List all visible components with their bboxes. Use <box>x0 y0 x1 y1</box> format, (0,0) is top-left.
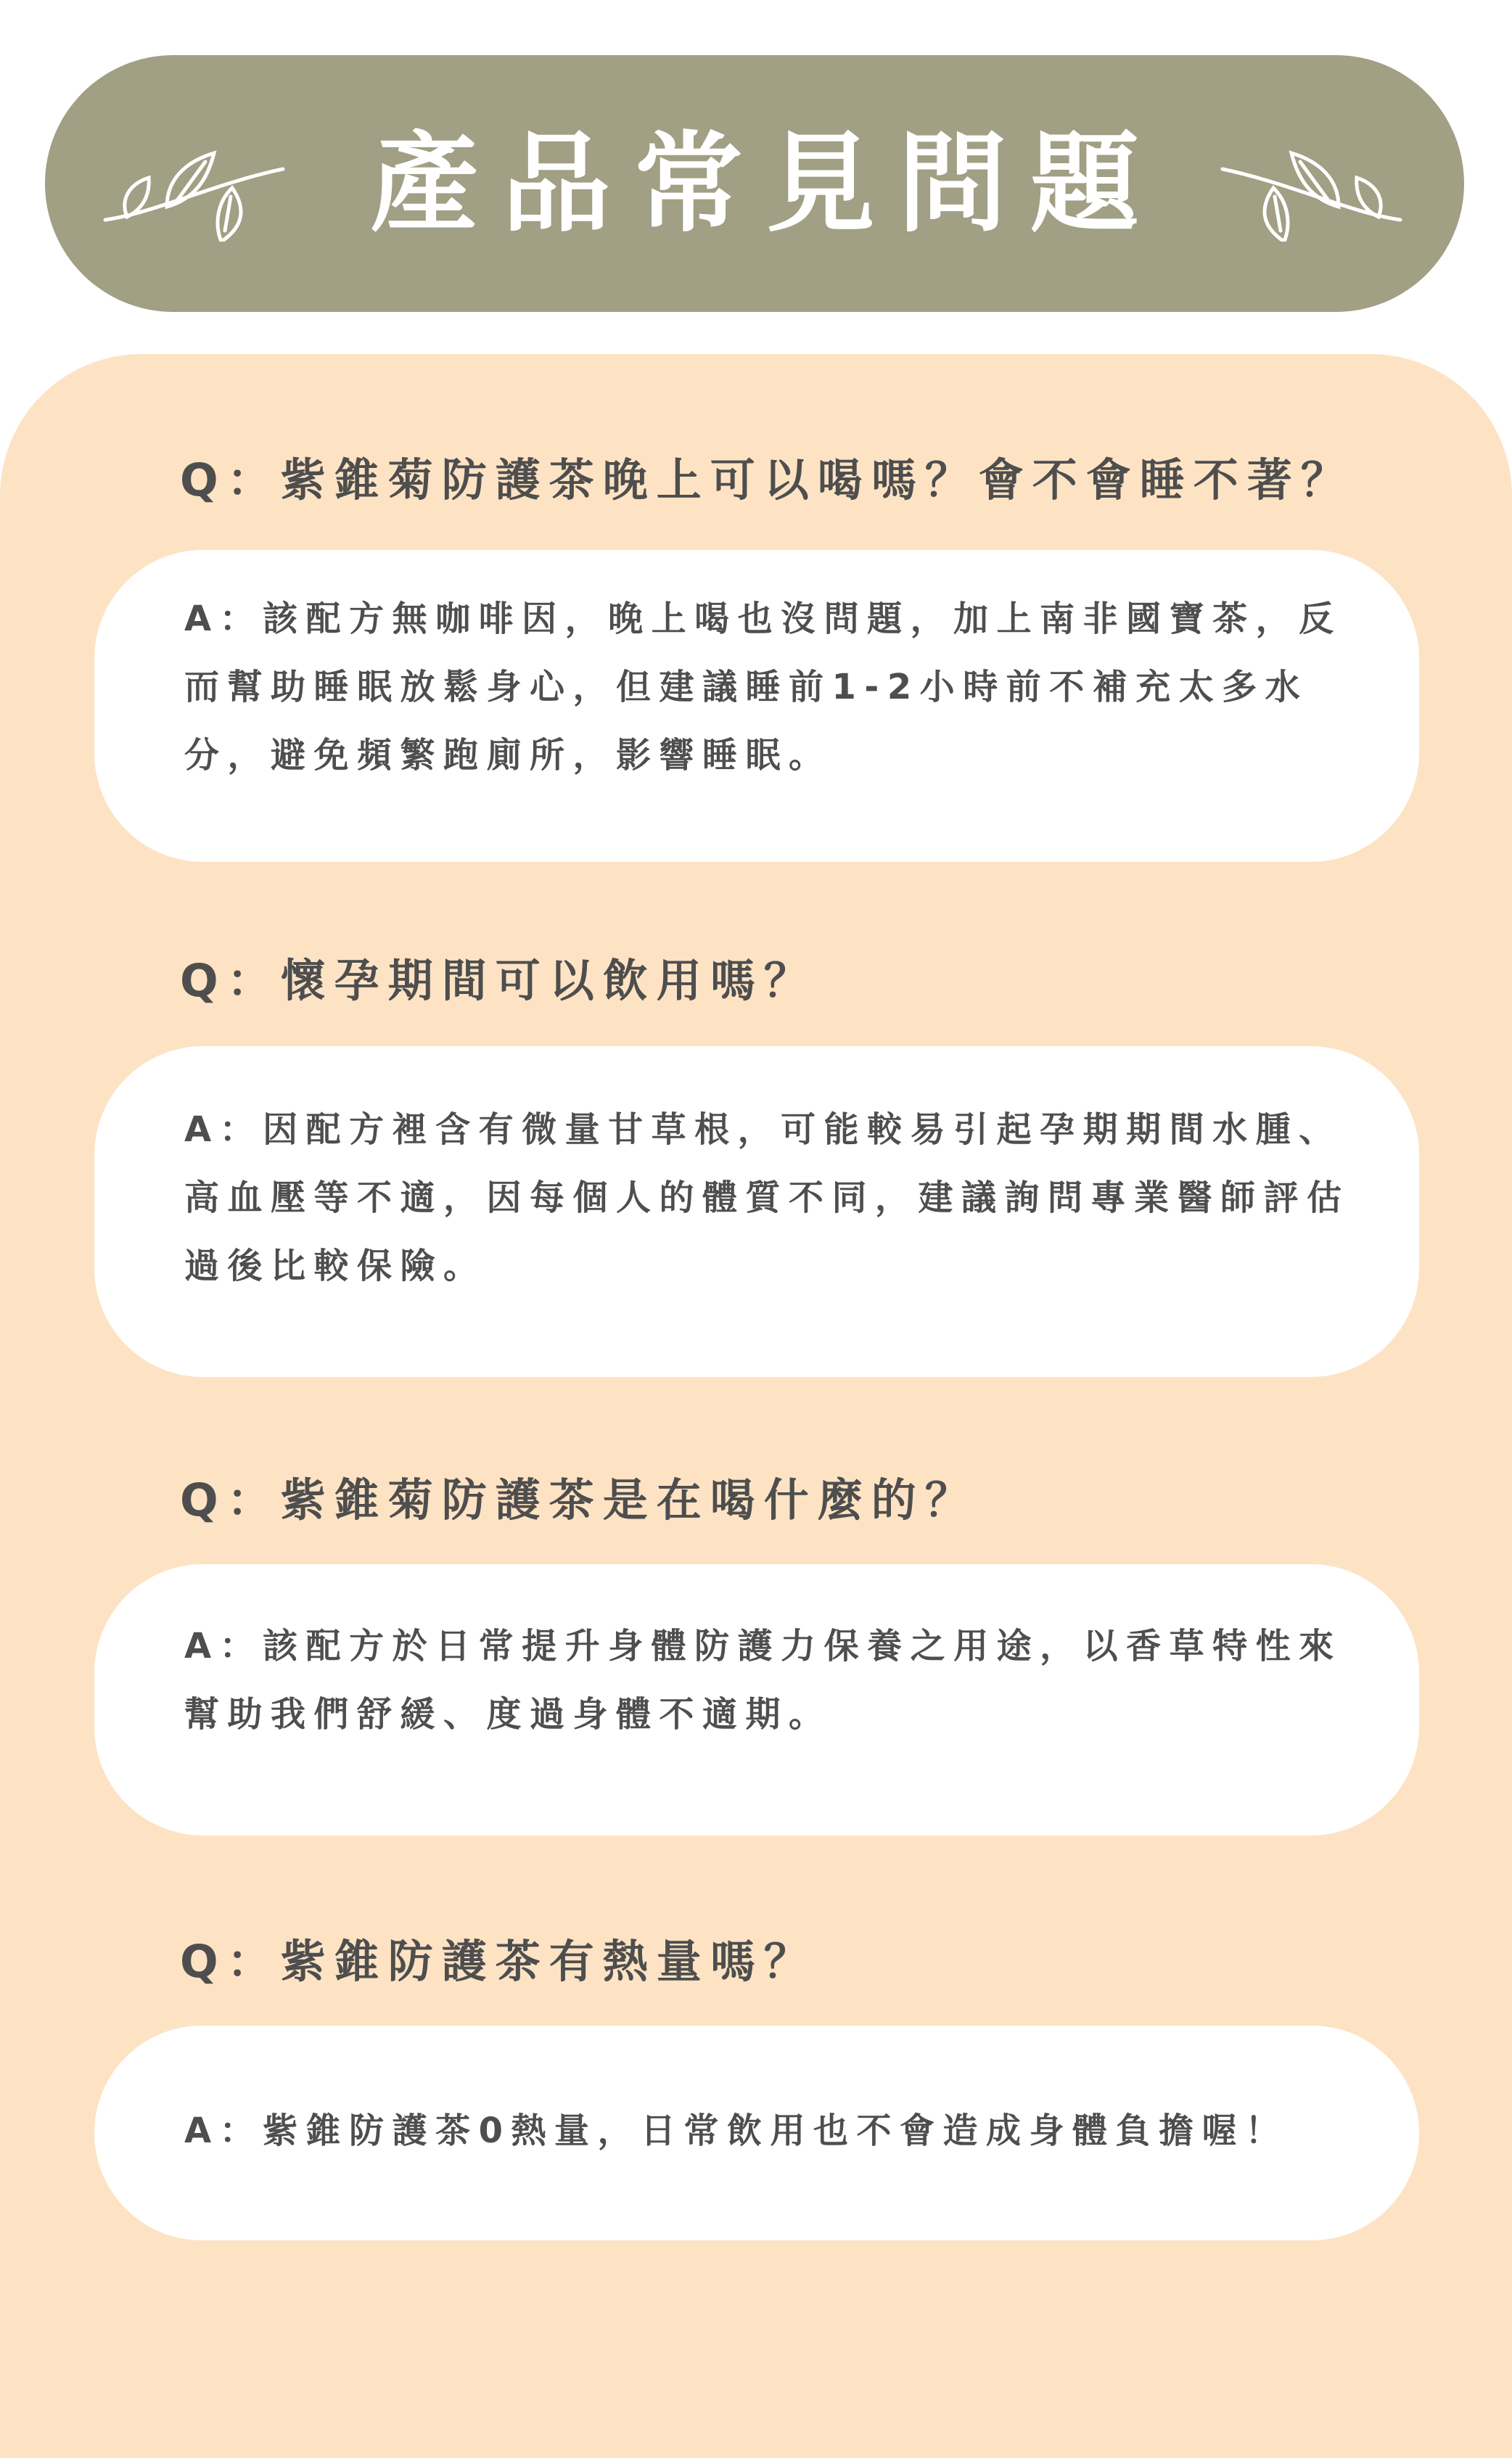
page-title: 產品常見問題 <box>369 120 1162 247</box>
faq-answer-card-2 <box>94 1046 1419 1377</box>
faq-answer-2: A：因配方裡含有微量甘草根，可能較易引起孕期期間水腫、高血壓等不適，因每個人的體質不同，建議詢問專業醫師評估過後比較保險。 <box>184 1109 1350 1286</box>
faq-question-1: Q：紫錐菊防護茶晚上可以喝嗎？會不會睡不著？ <box>180 453 1355 506</box>
faq-question-2: Q：懷孕期間可以飲用嗎？ <box>180 954 818 1007</box>
faq-answer-card-4 <box>94 2026 1419 2240</box>
faq-answer-1: A：該配方無咖啡因，晚上喝也沒問題，加上南非國寶茶，反而幫助睡眠放鬆身心，但建議睡前1-2小時前不補充太多水分，避免頻繁跑廁所，影響睡眠。 <box>184 599 1342 776</box>
faq-answer-4: A：紫錐防護茶0熱量，日常飲用也不會造成身體負擔喔！ <box>184 2110 1289 2151</box>
faq-question-3: Q：紫錐菊防護茶是在喝什麼的？ <box>180 1473 979 1526</box>
faq-answer-3: A：該配方於日常提升身體防護力保養之用途，以香草特性來幫助我們舒緩、度過身體不適期。 <box>184 1626 1342 1735</box>
leaf-branch-right-icon <box>1212 140 1408 242</box>
faq-answer-card-1 <box>94 550 1419 862</box>
faq-answer-card-3 <box>94 1564 1419 1836</box>
leaf-branch-left-icon <box>98 140 294 242</box>
faq-question-4: Q：紫錐防護茶有熱量嗎？ <box>180 1935 818 1988</box>
